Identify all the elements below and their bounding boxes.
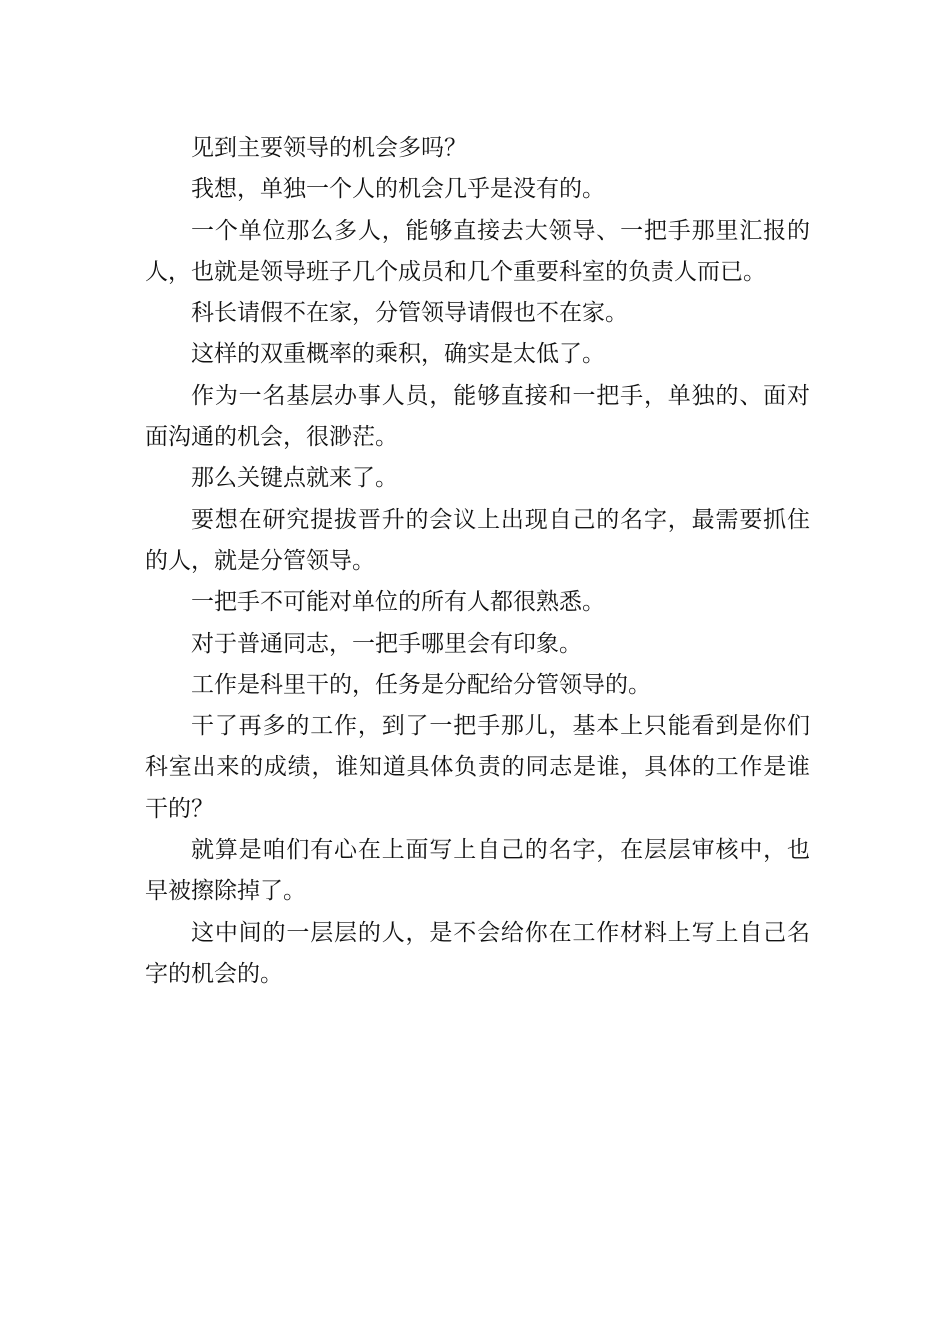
paragraph-12: 干了再多的工作，到了一把手那儿，基本上只能看到是你们科室出来的成绩，谁知道具体负责的同志是谁，具体的工作是谁干的？ — [145, 713, 810, 822]
paragraph-14: 这中间的一层层的人，是不会给你在工作材料上写上自己名字的机会的。 — [145, 919, 810, 987]
paragraph-11: 工作是科里干的，任务是分配给分管领导的。 — [191, 671, 651, 698]
paragraph-8: 要想在研究提拔晋升的会议上出现自己的名字，最需要抓住的人，就是分管领导。 — [145, 506, 810, 574]
paragraph-2: 我想，单独一个人的机会几乎是没有的。 — [191, 176, 605, 203]
paragraph-4: 科长请假不在家，分管领导请假也不在家。 — [191, 300, 628, 327]
paragraph-6: 作为一名基层办事人员，能够直接和一把手，单独的、面对面沟通的机会，很渺茫。 — [145, 382, 810, 451]
paragraph-10: 对于普通同志，一把手哪里会有印象。 — [191, 630, 582, 657]
paragraph-3: 一个单位那么多人，能够直接去大领导、一把手那里汇报的人，也就是领导班子几个成员和几个重要科室的负责人而已。 — [145, 217, 810, 285]
document-page — [145, 128, 810, 995]
paragraph-1: 见到主要领导的机会多吗？ — [191, 135, 467, 161]
paragraph-13: 就算是咱们有心在上面写上自己的名字，在层层审核中，也早被擦除掉了。 — [145, 837, 810, 905]
paragraph-7: 那么关键点就来了。 — [191, 465, 398, 492]
paragraph-5: 这样的双重概率的乘积，确实是太低了。 — [191, 341, 605, 368]
paragraph-9: 一把手不可能对单位的所有人都很熟悉。 — [191, 589, 605, 616]
